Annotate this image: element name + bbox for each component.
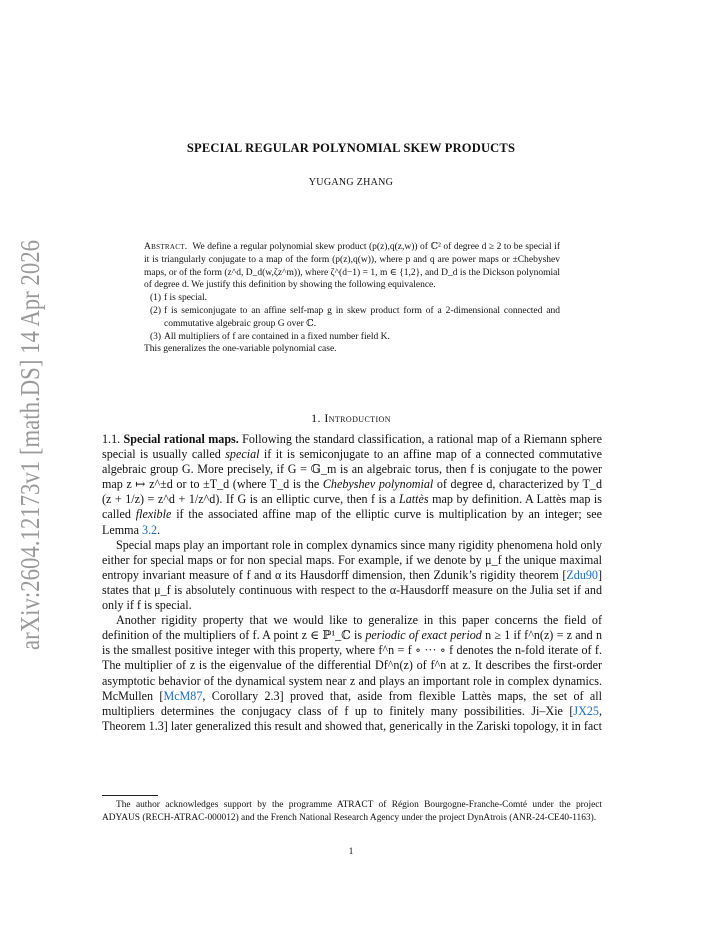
list-item-number: (3) — [150, 331, 162, 342]
list-item-text: f is special. — [164, 293, 208, 304]
body-paragraph — [102, 432, 602, 538]
citation-link[interactable]: JX25 — [573, 703, 599, 718]
introduction-body — [102, 432, 602, 734]
abstract-equivalence-list — [144, 292, 560, 343]
list-item-text: All multipliers of f are contained in a fixed number field K. — [164, 331, 390, 342]
arxiv-stamp-text: arXiv:2604.12173v1 [math.DS] 14 Apr 2026 — [15, 230, 45, 650]
text-run: map by definition. A Lattès map is called — [102, 492, 602, 522]
emphasized-term: Lattès — [399, 492, 429, 507]
author-name: YUGANG ZHANG — [308, 177, 394, 188]
text-run: n ≥ 1 if f^n(z) = z and n is the smallest positive integer with this property, where f^n = f ∘ ··· ∘ f denotes the n-fold iterate of f. The multiplier of z is the eigenvalue of the differential Df^n(z) of f^n at z. It describes the first-order asymptotic behavior of the dynamical system near z and plays an important role in complex dynamics. McMullen [ — [102, 628, 602, 703]
text-run: if the associated affine map of the elliptic curve is multiplication by an integer; see Lemma — [102, 507, 602, 537]
emphasized-term: special — [225, 447, 260, 462]
citation-link[interactable]: 3.2 — [141, 522, 158, 537]
abstract-label: Abstract. — [144, 242, 188, 252]
emphasized-term: periodic of exact period — [365, 628, 482, 643]
emphasized-term: Chebyshev polynomial — [322, 477, 434, 492]
paper-title: SPECIAL REGULAR POLYNOMIAL SKEW PRODUCTS — [186, 141, 516, 155]
section-title: Introduction — [324, 411, 391, 425]
paragraph-content — [102, 613, 602, 733]
text-run: ] states that μ_f is absolutely continuous with respect to the α-Hausdorff measure on the Julia set if and only if f is special. — [102, 567, 602, 613]
abstract — [144, 241, 560, 356]
abstract-intro-text: We define a regular polynomial skew product (p(z),q(z,w)) of ℂ² of degree d ≥ 2 to be special if it is triangularly conjugate to a map of the form (p(z),q(w)), where p and q are power maps or ±Chebyshev maps, or of the form (z^d, D_d(w,ζz^m)), where ζ^(d−1) = 1, m ∈ {1,2}, and D_d is the Dickson polynomial of degree d. We justify this definition by showing the following equivalence. — [144, 242, 560, 291]
funding-footnote: The author acknowledges support by the programme ATRACT of Région Bourgogne-Franche-Comté under the project ADYAUS (RECH-ATRAC-000012) and the French National Research Agency under the project DynAtrois (ANR-24-CE40-1163). — [102, 800, 602, 823]
subsection-number: 1.1. — [102, 432, 121, 446]
text-run: , Corollary 2.3] proved that, aside from flexible Lattès maps, the set of all multipliers determines the conjugacy class of f up to finitely many possibilities. Ji–Xie [ — [102, 688, 602, 718]
text-run: . — [157, 522, 161, 537]
subsection-title: Special rational maps. — [123, 432, 239, 446]
abstract-list-item — [144, 305, 560, 331]
text-run: Another rigidity property that we would like to generalize in this paper concerns the field of definition of the multipliers of f. A point z ∈ ℙ¹_ℂ is — [102, 613, 602, 643]
footnote-divider — [102, 795, 158, 796]
citation-link[interactable]: McM87 — [163, 688, 203, 703]
emphasized-term: flexible — [135, 507, 172, 522]
text-run: , Theorem 1.3] later generalized this result and showed that, generically in the Zariski topology, it in fact — [102, 703, 602, 733]
paragraph-content — [102, 538, 602, 612]
list-item-text: f is semiconjugate to an affine self-map g in skew product form of a 2-dimensional connected and commutative algebraic group G over ℂ. — [164, 305, 560, 329]
abstract-list-item — [144, 331, 560, 344]
text-run: Special maps play an important role in complex dynamics since many rigidity phenomena hold only either for special maps or for non special maps. For example, if we denote by μ_f the unique maximal entropy invariant measure of f and α its Hausdorff dimension, then Zdunik’s rigidity theorem [ — [102, 537, 602, 582]
abstract-closing: This generalizes the one-variable polynomial case. — [144, 344, 337, 355]
text-run: if it is semiconjugate to an affine map of a connected commutative algebraic group G. More precisely, if G = 𝔾_m is an algebraic torus, then f is conjugate to the power map z ↦ z^±d or to ±T_d (where T_d is the — [102, 447, 603, 492]
arxiv-identifier-stamp — [6, 230, 56, 660]
abstract-list-item — [144, 292, 560, 305]
text-run: Following the standard classification, a rational map of a Riemann sphere special is usually called — [102, 432, 602, 462]
list-item-number: (2) — [150, 305, 162, 316]
text-run: of degree d, characterized by T_d (z + 1/z) = z^d + 1/z^d). If G is an elliptic curve, then f is a — [102, 477, 602, 507]
paragraph-content — [102, 432, 602, 537]
citation-link[interactable]: Zdu90 — [566, 567, 598, 582]
body-paragraph — [102, 538, 602, 613]
body-paragraph — [102, 613, 602, 734]
abstract-intro — [144, 241, 560, 292]
list-item-number: (1) — [150, 293, 162, 304]
section-heading — [0, 411, 702, 426]
section-number: 1. — [311, 411, 321, 425]
page-number: 1 — [348, 847, 354, 857]
